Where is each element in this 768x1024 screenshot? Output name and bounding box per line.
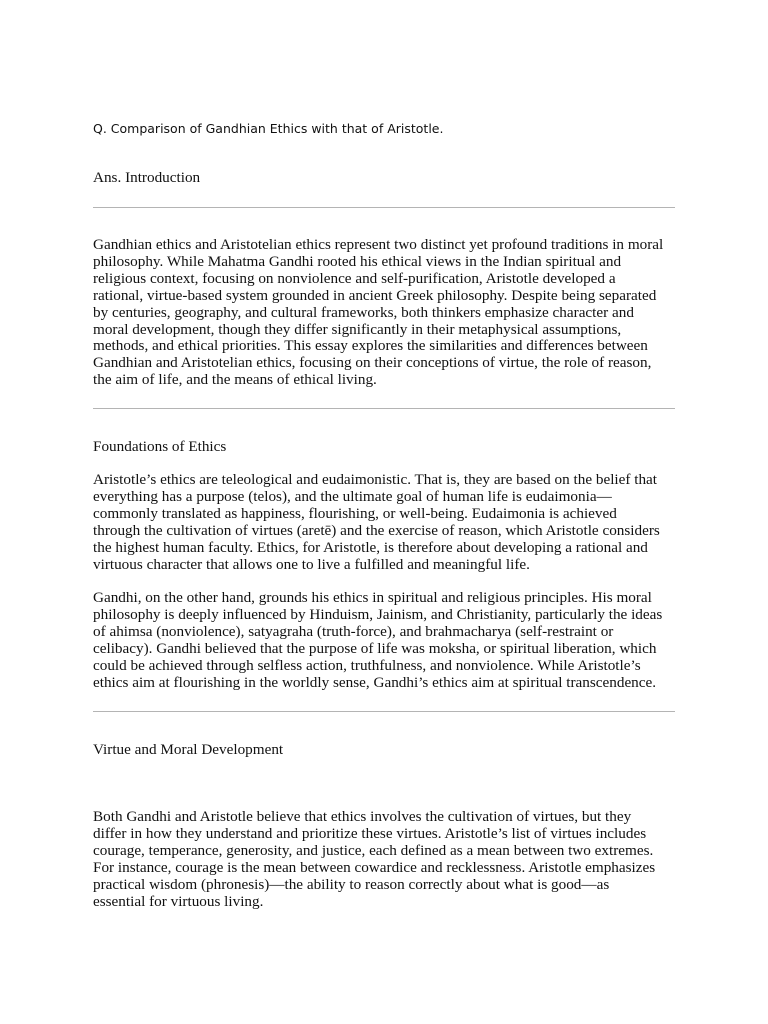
paragraph-line: the highest human faculty. Ethics, for Aristotle, is therefore about developing a rational and [93, 538, 648, 556]
paragraph-line: of ahimsa (nonviolence), satyagraha (truth-force), and brahmacharya (self-restraint or [93, 622, 614, 640]
paragraph-line: differ in how they understand and prioritize these virtues. Aristotle’s list of virtues includes [93, 824, 647, 842]
paragraph-line: the aim of life, and the means of ethical living. [93, 371, 377, 389]
paragraph-line: methods, and ethical priorities. This essay explores the similarities and differences between [93, 337, 648, 355]
paragraph-line: everything has a purpose (telos), and the ultimate goal of human life is eudaimonia— [93, 487, 612, 505]
paragraph-line: Aristotle’s ethics are teleological and eudaimonistic. That is, they are based on the belief that [93, 471, 658, 488]
paragraph-line: ethics aim at flourishing in the worldly sense, Gandhi’s ethics aim at spiritual transcendence. [93, 673, 657, 691]
paragraph-line: courage, temperance, generosity, and justice, each defined as a mean between two extremes. [93, 841, 654, 859]
paragraph-line: philosophy. While Mahatma Gandhi rooted his ethical views in the Indian spiritual and [93, 252, 622, 270]
paragraph-line: For instance, courage is the mean between cowardice and recklessness. Aristotle emphasizes [93, 858, 656, 876]
section-heading-foundations: Foundations of Ethics [93, 438, 227, 455]
question-title: Q. Comparison of Gandhian Ethics with that of Aristotle. [93, 121, 444, 136]
answer-heading: Ans. Introduction [93, 169, 201, 186]
virtue-paragraph [93, 809, 676, 910]
paragraph-line: rational, virtue-based system grounded in ancient Greek philosophy. Despite being separated [93, 286, 657, 304]
paragraph-line: by centuries, geography, and cultural frameworks, both thinkers emphasize character and [93, 303, 634, 321]
foundations-paragraph-gandhi [93, 590, 676, 691]
intro-paragraph [93, 237, 676, 389]
paragraph-line: Gandhian ethics and Aristotelian ethics represent two distinct yet profound traditions in moral [93, 236, 664, 253]
paragraph-line: celibacy). Gandhi believed that the purpose of life was moksha, or spiritual liberation, which [93, 639, 657, 657]
paragraph-line: moral development, though they differ significantly in their metaphysical assumptions, [93, 320, 622, 338]
paragraph-line: Gandhi, on the other hand, grounds his ethics in spiritual and religious principles. His moral [93, 589, 652, 606]
paragraph-line: Gandhian and Aristotelian ethics, focusing on their conceptions of virtue, the role of reason, [93, 354, 652, 372]
divider [93, 207, 675, 208]
paragraph-line: could be achieved through selfless action, truthfulness, and nonviolence. While Aristotle’s [93, 656, 641, 674]
paragraph-line: commonly translated as happiness, flourishing, or well-being. Eudaimonia is achieved [93, 504, 617, 522]
divider [93, 408, 675, 409]
paragraph-line: Both Gandhi and Aristotle believe that ethics involves the cultivation of virtues, but they [93, 808, 632, 825]
paragraph-line: through the cultivation of virtues (aretē) and the exercise of reason, which Aristotle considers [93, 521, 660, 539]
paragraph-line: virtuous character that allows one to live a fulfilled and meaningful life. [93, 555, 530, 573]
section-heading-virtue: Virtue and Moral Development [93, 741, 284, 758]
foundations-paragraph-aristotle [93, 472, 676, 573]
paragraph-line: essential for virtuous living. [93, 892, 264, 910]
paragraph-line: philosophy is deeply influenced by Hinduism, Jainism, and Christianity, particularly the ideas [93, 605, 663, 623]
paragraph-line: religious context, focusing on nonviolence and self-purification, Aristotle developed a [93, 269, 616, 287]
paragraph-line: practical wisdom (phronesis)—the ability to reason correctly about what is good—as [93, 875, 610, 893]
divider [93, 711, 675, 712]
